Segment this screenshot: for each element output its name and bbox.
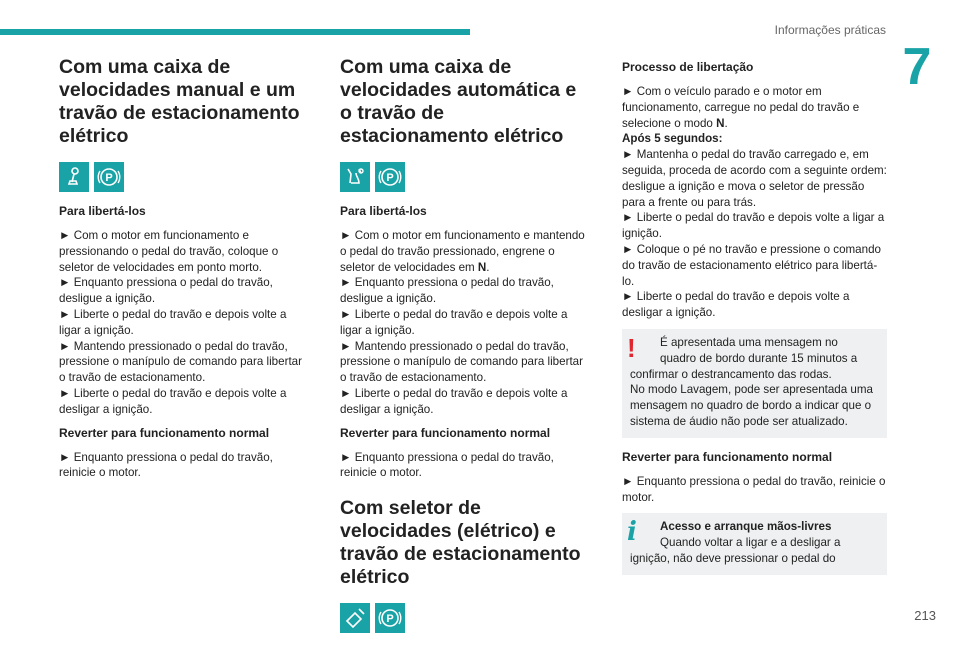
electric-selector-icon: [340, 603, 370, 633]
release-process-steps-2: ► Mantenha o pedal do travão carregado e, em seguida, proceda de acordo com a seguinte ordem: desligue a ignição e mova o seletor de pressão para a frente ou para trás. ► Liberte o pedal do travão e depois volte a ligar a ignição. ► Coloque o pé no travão e pressione o comando do travão de estacionamento elétrico para libertá-lo. ► Liberte o pedal do travão e depois volte a desligar a ignição.: [622, 148, 887, 320]
icon-row: [340, 162, 585, 192]
info-icon: i: [627, 517, 637, 548]
subheading-release: Para libertá-los: [59, 204, 146, 218]
icon-row: [59, 162, 304, 192]
page-number: 213: [914, 608, 936, 623]
header-accent-bar: [0, 29, 470, 35]
parking-brake-icon: [375, 162, 405, 192]
column-release-process: [622, 56, 887, 587]
warning-note: [622, 329, 887, 438]
column-manual: [59, 56, 304, 489]
column-automatic: [340, 56, 585, 645]
subheading-release: Para libertá-los: [340, 204, 427, 218]
automatic-gear-icon: [340, 162, 370, 192]
warning-line-2: quadro de bordo durante 15 minutos a: [660, 351, 858, 365]
section-title-automatic: Com uma caixa de velocidades automática e o travão de estacionamento elétrico: [340, 56, 577, 147]
revert-steps: ► Enquanto pressiona o pedal do travão, reinicie o motor.: [622, 474, 886, 504]
manual-gear-icon: [59, 162, 89, 192]
revert-steps: ► Enquanto pressiona o pedal do travão, reinicie o motor.: [59, 450, 273, 480]
info-title: Acesso e arranque mãos-livres: [660, 520, 832, 534]
svg-text:P: P: [386, 172, 394, 184]
subheading-revert: Reverter para funcionamento normal: [340, 425, 551, 440]
subheading-revert: Reverter para funcionamento normal: [59, 425, 270, 440]
warning-text: confirmar o destrancamento das rodas. No modo Lavagem, pode ser apresentada uma mensagem no quadro de bordo a indicar que o sistema de áudio não pode ser atualizado.: [630, 367, 873, 428]
warning-line-1: É apresentada uma mensagem no: [660, 335, 838, 349]
revert-steps: ► Enquanto pressiona o pedal do travão, reinicie o motor.: [340, 450, 554, 480]
info-line-1: Quando voltar a ligar e a desligar a: [660, 536, 841, 550]
after-5-seconds-label: Após 5 segundos:: [622, 132, 723, 146]
warning-icon: !: [627, 332, 636, 363]
release-steps: ► Com o motor em funcionamento e mantendo o pedal do travão pressionado, engrene o seletor de velocidades em N. ► Enquanto pressiona o pedal do travão, desligue a ignição. ► Liberte o pedal do travão e depois volte a ligar a ignição. ► Mantendo pressionado o pedal do travão, pressione o manípulo de comando para libertar o travão de estacionamento. ► Liberte o pedal do travão e depois volte a desligar a ignição.: [340, 229, 585, 416]
subheading-revert: Reverter para funcionamento normal: [622, 449, 833, 464]
section-title-manual: Com uma caixa de velocidades manual e um travão de estacionamento elétrico: [59, 56, 300, 147]
info-text: ignição, não deve pressionar o pedal do: [630, 551, 836, 565]
release-steps: ► Com o motor em funcionamento e pressionando o pedal do travão, coloque o seletor de velocidades em ponto morto. ► Enquanto pressiona o pedal do travão, desligue a ignição. ► Liberte o pedal do travão e depois volte a ligar a ignição. ► Mantendo pressionado o pedal do travão, pressione o manípulo de comando para libertar o travão de estacionamento. ► Liberte o pedal do travão e depois volte a desligar a ignição.: [59, 229, 302, 416]
release-process-steps: ► Com o veículo parado e o motor em funcionamento, carregue no pedal do travão e selecione o modo N.: [622, 85, 860, 130]
svg-text:P: P: [105, 172, 113, 184]
info-note: [622, 513, 887, 574]
subheading-release-process: Processo de libertação: [622, 60, 754, 74]
parking-brake-icon: [94, 162, 124, 192]
parking-brake-icon: [375, 603, 405, 633]
svg-text:P: P: [386, 613, 394, 626]
section-title-electric-selector: Com seletor de velocidades (elétrico) e travão de estacionamento elétrico: [340, 497, 581, 589]
running-header: Informações práticas: [774, 23, 886, 37]
icon-row: [340, 603, 585, 633]
chapter-number: 7: [902, 38, 932, 96]
